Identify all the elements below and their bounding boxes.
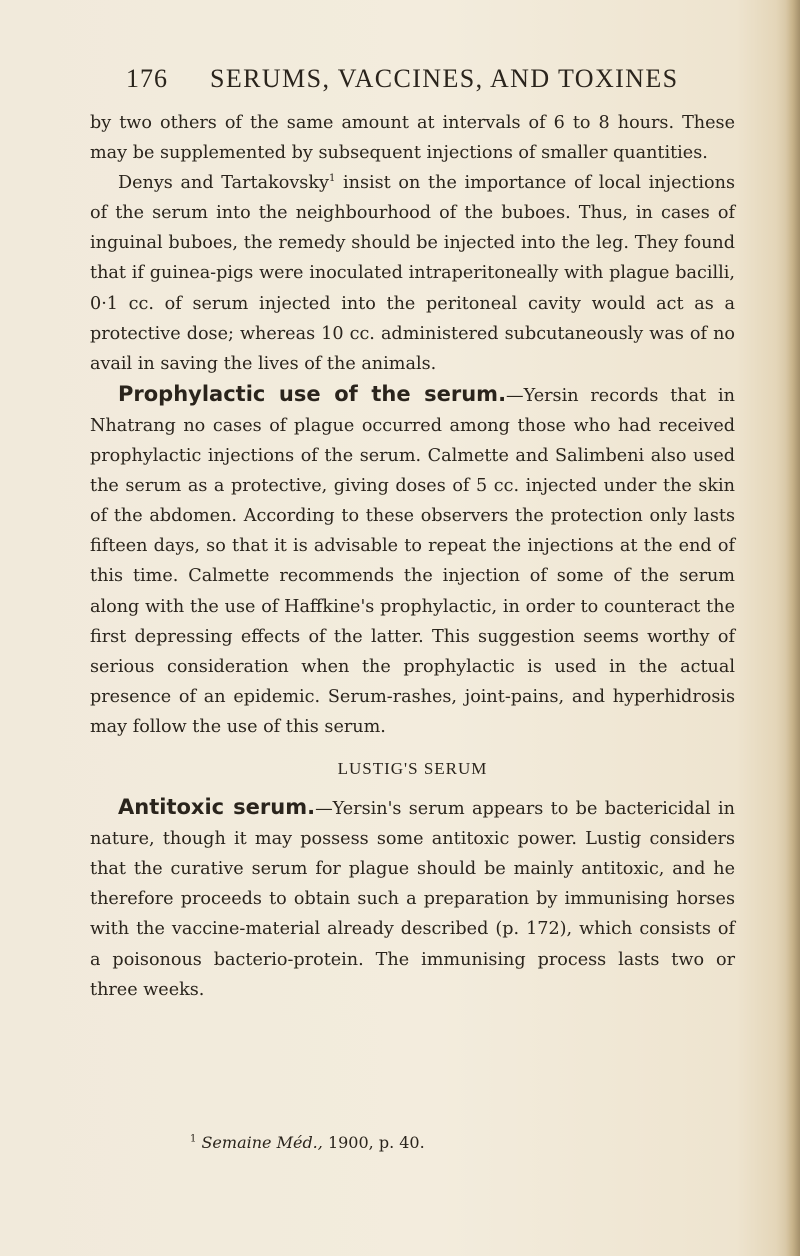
paragraph-1: by two others of the same amount at intervals of 6 to 8 hours. These may be supplemented by subsequent injections of smaller quantities. xyxy=(90,113,735,164)
paragraph-2-lead: Denys and Tartakovsky xyxy=(118,173,329,194)
paragraph-2 xyxy=(90,168,735,379)
footnote-source: Semaine Méd., xyxy=(201,1133,323,1152)
paragraph-2-body: insist on the importance of local injections of the serum into the neighbourhood of the buboes. Thus, in cases of inguinal buboes, the remedy should be injected into the leg. They found that if guinea-pigs were inoculated intraperitoneally with plague bacilli, 0·1 cc. of serum injected into the peritoneal cavity would act as a protective dose; whereas 10 cc. administered subcutaneously was of no avail in saving the lives of the animals. xyxy=(90,173,735,374)
footnote-marker: 1 xyxy=(190,1133,197,1145)
running-title: SERUMS, VACCINES, AND TOXINES xyxy=(210,64,679,93)
paragraph-3-body: —Yersin records that in Nhatrang no cases of plague occurred among those who had received prophylactic injections of the serum. Calmette and Salimbeni also used the serum as a protective, giving doses of 5 cc. injected under the skin of the abdomen. According to these observers the protection only lasts fifteen days, so that it is advisable to repeat the injections at the end of this time. Calmette recommends the injection of some of the serum along with the use of Haffkine's prophylactic, in order to counteract the first depressing effects of the latter. This suggestion seems worthy of serious consideration when the prophylactic is used in the actual presence of an epidemic. Serum-rashes, joint-pains, and hyperhidrosis may follow the use of this serum. xyxy=(90,385,735,737)
paragraph-4 xyxy=(90,792,735,1005)
page-header xyxy=(90,64,750,94)
page-edge-shadow xyxy=(786,0,800,1256)
paragraph-4-body: —Yersin's serum appears to be bactericidal in nature, though it may possess some antitoxic power. Lustig considers that the curative serum for plague should be mainly antitoxic, and he therefore proceeds to obtain such a preparation by immunising horses with the vaccine-material already described (p. 172), which consists of a poisonous bacterio-protein. The immunising process lasts two or three weeks. xyxy=(90,799,735,1000)
antitoxic-heading: Antitoxic serum. xyxy=(118,795,316,820)
prophylactic-heading: Prophylactic use of the serum. xyxy=(118,381,507,406)
footnote xyxy=(190,1133,425,1152)
page-number: 176 xyxy=(126,64,168,93)
paragraph-3 xyxy=(90,379,735,742)
footnote-reference: 1 xyxy=(328,173,336,185)
footnote-details: 1900, p. 40. xyxy=(322,1133,425,1152)
section-title: LUSTIG'S SERUM xyxy=(337,758,488,778)
body-text xyxy=(90,108,735,1005)
